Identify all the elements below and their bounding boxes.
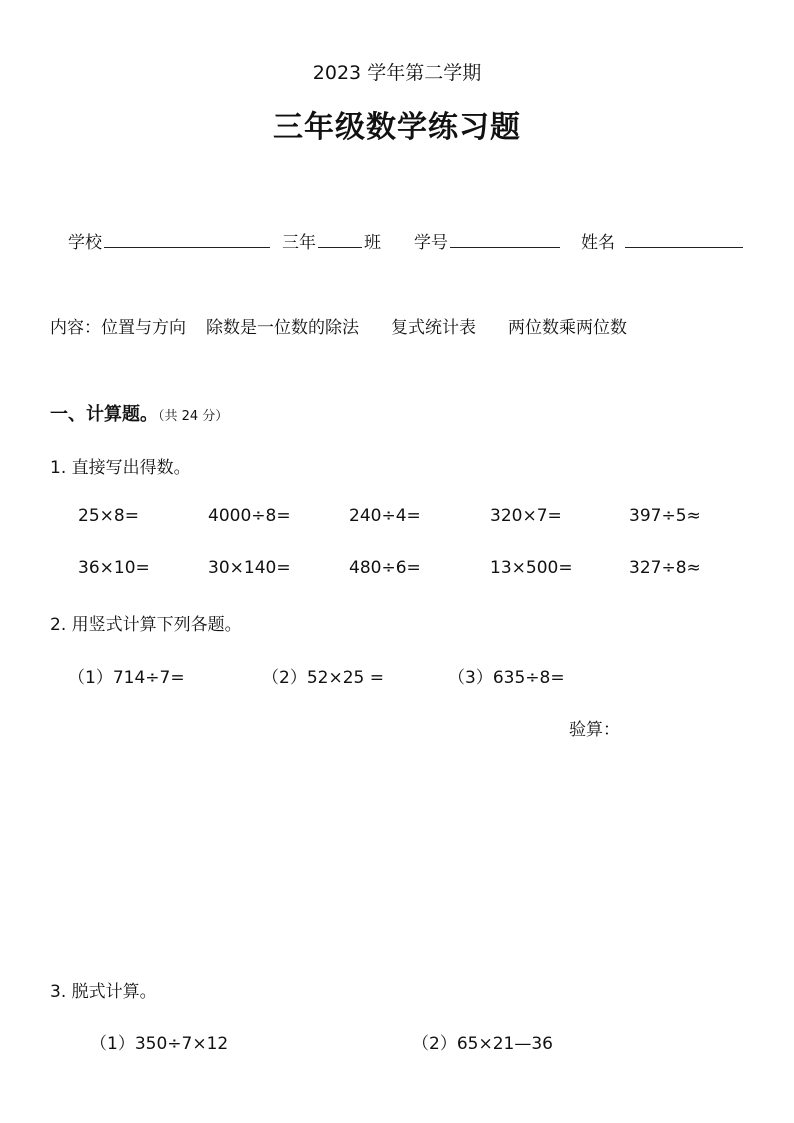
class-field <box>282 228 381 253</box>
page-title: 三年级数学练习题 <box>273 110 521 145</box>
q1-r1-c5: 397÷5≈ <box>629 506 701 526</box>
q1-r2-c2: 30×140= <box>208 558 291 578</box>
school-field <box>68 228 272 253</box>
student-no-label: 学号 <box>414 233 448 253</box>
section-points: （共 24 分） <box>158 409 229 424</box>
q2-item-3: （3）635÷8= <box>448 668 565 688</box>
q3-item-1: （1）350÷7×12 <box>90 1034 229 1054</box>
school-label: 学校 <box>68 233 102 253</box>
section-heading <box>50 400 228 426</box>
q3-item-2: （2）65×21—36 <box>412 1034 553 1054</box>
q1-r2-c3: 480÷6= <box>349 558 421 578</box>
name-field <box>581 228 745 253</box>
student-no-field <box>414 228 562 253</box>
q1-r2-c4: 13×500= <box>490 558 573 578</box>
q2-item-2: （2）52×25 = <box>262 668 384 688</box>
class-suffix: 班 <box>364 233 381 253</box>
q1-r1-c4: 320×7= <box>490 506 562 526</box>
q1-heading: 1. 直接写出得数。 <box>50 458 191 478</box>
q2-item-1: （1）714÷7= <box>68 668 185 688</box>
q2-heading: 2. 用竖式计算下列各题。 <box>50 615 242 635</box>
topic-4: 两位数乘两位数 <box>508 318 627 338</box>
q1-r1-c3: 240÷4= <box>349 506 421 526</box>
check-label: 验算： <box>569 720 620 740</box>
q1-r1-c2: 4000÷8= <box>208 506 291 526</box>
term-label: 2023 学年第二学期 <box>312 62 482 84</box>
class-prefix: 三年 <box>282 233 316 253</box>
q1-r2-c5: 327÷8≈ <box>629 558 701 578</box>
name-label: 姓名 <box>581 233 615 253</box>
content-line <box>50 313 647 338</box>
school-blank[interactable] <box>104 231 270 248</box>
class-blank[interactable] <box>318 231 362 248</box>
topic-2: 除数是一位数的除法 <box>206 318 359 338</box>
q1-r2-c1: 36×10= <box>78 558 150 578</box>
content-label: 内容： <box>50 318 101 338</box>
name-blank[interactable] <box>625 231 743 248</box>
topic-3: 复式统计表 <box>391 318 476 338</box>
q3-heading: 3. 脱式计算。 <box>50 982 157 1002</box>
student-no-blank[interactable] <box>450 231 560 248</box>
q1-r1-c1: 25×8= <box>78 506 139 526</box>
topic-1: 位置与方向 <box>101 318 186 338</box>
section-title: 一、计算题。 <box>50 404 158 425</box>
